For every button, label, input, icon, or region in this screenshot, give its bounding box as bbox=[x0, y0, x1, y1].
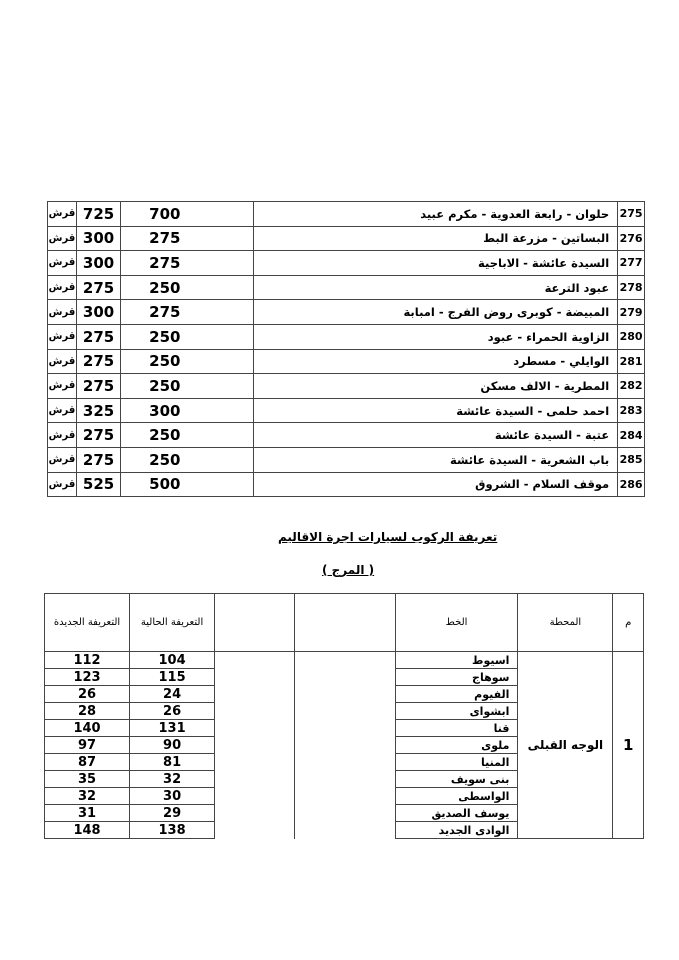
route-number: 284 bbox=[618, 423, 645, 448]
route-number: 277 bbox=[618, 251, 645, 276]
route-name: الزاوية الحمراء - عبود bbox=[253, 324, 618, 349]
route-currency: قرش bbox=[48, 374, 77, 399]
fare-current: 115 bbox=[130, 669, 215, 686]
blank-cell bbox=[294, 652, 395, 669]
route-old-fare: 275 bbox=[121, 251, 253, 276]
header-new: التعريفة الجديدة bbox=[45, 594, 130, 652]
fare-line: يوسف الصديق bbox=[395, 805, 518, 822]
fare-line: الوادى الجديد bbox=[395, 822, 518, 839]
route-new-fare: 275 bbox=[76, 275, 120, 300]
fare-new: 112 bbox=[45, 652, 130, 669]
route-name: عبود الترعة bbox=[253, 275, 618, 300]
route-name: باب الشعرية - السيدة عائشة bbox=[253, 447, 618, 472]
route-new-fare: 275 bbox=[76, 447, 120, 472]
fare-current: 81 bbox=[130, 754, 215, 771]
route-currency: قرش bbox=[48, 398, 77, 423]
fare-line: المنيا bbox=[395, 754, 518, 771]
fare-current: 138 bbox=[130, 822, 215, 839]
route-row bbox=[48, 226, 645, 251]
blank-cell bbox=[215, 754, 294, 771]
route-row bbox=[48, 374, 645, 399]
fare-new: 31 bbox=[45, 805, 130, 822]
fare-line: بنى سويف bbox=[395, 771, 518, 788]
fare-line: قنا bbox=[395, 720, 518, 737]
route-currency: قرش bbox=[48, 202, 77, 227]
fare-new: 123 bbox=[45, 669, 130, 686]
route-name: البساتين - مزرعة البط bbox=[253, 226, 618, 251]
fare-line: اسيوط bbox=[395, 652, 518, 669]
section-subtitle: ( المرج ) bbox=[322, 563, 375, 577]
route-number: 280 bbox=[618, 324, 645, 349]
route-new-fare: 300 bbox=[76, 251, 120, 276]
fare-line: الواسطى bbox=[395, 788, 518, 805]
section-title: تعريفة الركوب لسيارات اجرة الاقاليم bbox=[278, 530, 498, 544]
header-blank-1 bbox=[294, 594, 395, 652]
blank-cell bbox=[215, 703, 294, 720]
route-old-fare: 250 bbox=[121, 447, 253, 472]
route-old-fare: 250 bbox=[121, 423, 253, 448]
route-number: 276 bbox=[618, 226, 645, 251]
fares-header-row bbox=[45, 594, 644, 652]
blank-cell bbox=[215, 686, 294, 703]
route-old-fare: 250 bbox=[121, 349, 253, 374]
route-currency: قرش bbox=[48, 423, 77, 448]
route-number: 278 bbox=[618, 275, 645, 300]
route-currency: قرش bbox=[48, 275, 77, 300]
route-row bbox=[48, 251, 645, 276]
fare-line: سوهاج bbox=[395, 669, 518, 686]
route-row bbox=[48, 447, 645, 472]
blank-cell bbox=[294, 788, 395, 805]
fare-line: الفيوم bbox=[395, 686, 518, 703]
header-m: م bbox=[613, 594, 644, 652]
route-number: 285 bbox=[618, 447, 645, 472]
route-old-fare: 275 bbox=[121, 226, 253, 251]
blank-cell bbox=[294, 669, 395, 686]
fare-new: 97 bbox=[45, 737, 130, 754]
blank-cell bbox=[215, 737, 294, 754]
blank-cell bbox=[215, 652, 294, 669]
blank-cell bbox=[294, 703, 395, 720]
fare-new: 148 bbox=[45, 822, 130, 839]
station-name: الوجه القبلى bbox=[518, 652, 613, 839]
header-station: المحطة bbox=[518, 594, 613, 652]
blank-cell bbox=[215, 720, 294, 737]
route-name: السيدة عائشة - الاباجية bbox=[253, 251, 618, 276]
blank-cell bbox=[294, 754, 395, 771]
blank-cell bbox=[294, 822, 395, 839]
route-currency: قرش bbox=[48, 349, 77, 374]
fare-new: 140 bbox=[45, 720, 130, 737]
route-old-fare: 500 bbox=[121, 472, 253, 497]
route-number: 282 bbox=[618, 374, 645, 399]
route-name: المبيضة - كوبرى روض الفرج - امبابة bbox=[253, 300, 618, 325]
blank-cell bbox=[215, 822, 294, 839]
blank-cell bbox=[215, 669, 294, 686]
route-number: 279 bbox=[618, 300, 645, 325]
fare-current: 26 bbox=[130, 703, 215, 720]
route-row bbox=[48, 202, 645, 227]
fare-new: 35 bbox=[45, 771, 130, 788]
route-row bbox=[48, 398, 645, 423]
route-new-fare: 525 bbox=[76, 472, 120, 497]
route-name: المطرية - الالف مسكن bbox=[253, 374, 618, 399]
fare-new: 32 bbox=[45, 788, 130, 805]
route-number: 283 bbox=[618, 398, 645, 423]
route-name: الوايلي - مسطرد bbox=[253, 349, 618, 374]
route-name: احمد حلمى - السيدة عائشة bbox=[253, 398, 618, 423]
header-blank-2 bbox=[215, 594, 294, 652]
route-row bbox=[48, 275, 645, 300]
route-name: عتبة - السيدة عائشة bbox=[253, 423, 618, 448]
fare-current: 24 bbox=[130, 686, 215, 703]
route-new-fare: 325 bbox=[76, 398, 120, 423]
blank-cell bbox=[294, 720, 395, 737]
route-currency: قرش bbox=[48, 472, 77, 497]
routes-fare-table bbox=[47, 201, 645, 497]
route-currency: قرش bbox=[48, 447, 77, 472]
route-row bbox=[48, 349, 645, 374]
route-number: 281 bbox=[618, 349, 645, 374]
route-row bbox=[48, 472, 645, 497]
route-row bbox=[48, 423, 645, 448]
route-row bbox=[48, 324, 645, 349]
blank-cell bbox=[215, 788, 294, 805]
fare-row bbox=[45, 652, 644, 669]
route-new-fare: 300 bbox=[76, 226, 120, 251]
route-new-fare: 725 bbox=[76, 202, 120, 227]
fare-current: 90 bbox=[130, 737, 215, 754]
route-currency: قرش bbox=[48, 300, 77, 325]
blank-cell bbox=[294, 686, 395, 703]
fare-line: ابشواى bbox=[395, 703, 518, 720]
route-currency: قرش bbox=[48, 226, 77, 251]
route-new-fare: 275 bbox=[76, 324, 120, 349]
blank-cell bbox=[215, 771, 294, 788]
route-new-fare: 275 bbox=[76, 423, 120, 448]
route-old-fare: 250 bbox=[121, 324, 253, 349]
blank-cell bbox=[294, 737, 395, 754]
route-currency: قرش bbox=[48, 251, 77, 276]
fare-line: ملوى bbox=[395, 737, 518, 754]
fare-current: 131 bbox=[130, 720, 215, 737]
fare-new: 28 bbox=[45, 703, 130, 720]
route-old-fare: 275 bbox=[121, 300, 253, 325]
route-old-fare: 250 bbox=[121, 374, 253, 399]
fare-current: 32 bbox=[130, 771, 215, 788]
route-name: حلوان - رابعة العدوية - مكرم عبيد bbox=[253, 202, 618, 227]
row-number: 1 bbox=[613, 652, 644, 839]
route-row bbox=[48, 300, 645, 325]
fare-new: 26 bbox=[45, 686, 130, 703]
route-old-fare: 700 bbox=[121, 202, 253, 227]
fare-current: 29 bbox=[130, 805, 215, 822]
regional-fares-table bbox=[44, 593, 644, 839]
route-number: 286 bbox=[618, 472, 645, 497]
route-new-fare: 275 bbox=[76, 349, 120, 374]
route-currency: قرش bbox=[48, 324, 77, 349]
fare-current: 30 bbox=[130, 788, 215, 805]
blank-cell bbox=[294, 805, 395, 822]
route-number: 275 bbox=[618, 202, 645, 227]
blank-cell bbox=[215, 805, 294, 822]
route-new-fare: 300 bbox=[76, 300, 120, 325]
blank-cell bbox=[294, 771, 395, 788]
route-new-fare: 275 bbox=[76, 374, 120, 399]
fare-new: 87 bbox=[45, 754, 130, 771]
route-old-fare: 250 bbox=[121, 275, 253, 300]
route-old-fare: 300 bbox=[121, 398, 253, 423]
header-current: التعريفة الحالية bbox=[130, 594, 215, 652]
header-line: الخط bbox=[395, 594, 518, 652]
route-name: موقف السلام - الشروق bbox=[253, 472, 618, 497]
fare-current: 104 bbox=[130, 652, 215, 669]
